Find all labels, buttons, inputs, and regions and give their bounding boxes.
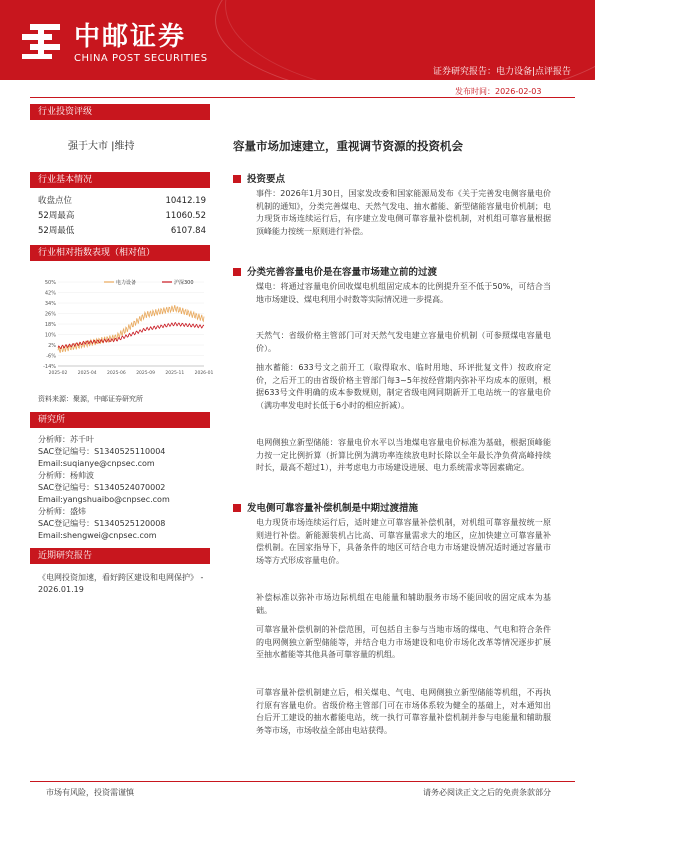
paragraph: 抽水蓄能：633号文之前开工（取得取水、临时用地、环评批复文件）按政府定价，之后开工的由省级价格主管部门每3~5年按经营期内弥补平均成本的原则，根据633号文件明确的成本参数规则，制定省级电网同期新开工电站统一的容量电价（满功率发电时长低于6小时的相应折减）。 [256,363,551,410]
basics-label: 收盘点位 [38,196,73,206]
series-line [58,305,204,353]
basics-row [38,225,206,237]
paragraph: 电力现货市场连续运行后，适时建立可靠容量补偿机制，对机组可靠容量按统一原则进行补偿。新能源装机占比高、可靠容量需求大的地区，应加快建立可靠容量补偿机制。在国家指导下，具备条件的地区可结合电力市场建设情况适时通过容量市场等方式形成容量电价。 [256,518,551,565]
x-tick-label: 2025-11 [165,371,185,376]
report-header [0,0,595,80]
basics-label: 52周最低 [38,226,75,236]
basics-value: 6107.84 [170,226,206,236]
paragraph: 事件：2026年1月30日，国家发改委和国家能源局发布《关于完善发电侧容量电价机制的通知》，分类完善煤电、天然气发电、抽水蓄能、新型储能容量电价机制；电力现货市场连续运行后，有序建立发电侧可靠容量补偿机制，对机组可靠容量根据顶峰能力按统一原则进行补偿。 [256,189,551,236]
basics-label: 52周最高 [38,211,75,221]
paragraph: 可靠容量补偿机制建立后，相关煤电、气电、电网侧独立新型储能等机组，不再执行原有容量电价。省级价格主管部门可在市场体系较为健全的基础上，对本通知出台后开工建设的抽水蓄能电站，统一执行可靠容量补偿机制并参与电能量和辅助服务等市场，市场收益全部由电站获得。 [256,688,551,735]
section-recent-reports: 近期研究报告 [30,548,210,564]
y-tick-label: -6% [46,353,56,360]
bullet-icon [233,504,241,512]
paragraph: 天然气：省级价格主管部门可对天然气发电建立容量电价机制（可参照煤电容量电价）。 [256,331,551,353]
report-title: 容量市场加速建立，重视调节资源的投资机会 [233,139,463,153]
bullet-icon [233,268,241,276]
basics-value: 10412.19 [165,196,206,206]
divider [30,97,575,98]
analyst-line: 分析师：苏千叶 [38,435,94,444]
analyst-line: SAC登记编号：S1340525110004 [38,447,166,456]
x-tick-label: 2026-01 [194,371,214,376]
recent-report-link[interactable]: 《电网投资加速，看好跨区建设和电网保护》 - 2026.01.19 [38,573,204,594]
basics-row [38,210,206,222]
section-heading: 投资要点 [233,173,285,187]
y-tick-label: 26% [44,311,56,318]
paragraph: 补偿标准以弥补市场边际机组在电能量和辅助服务市场不能回收的固定成本为基础。 [256,593,551,615]
analyst-line: 分析师：盛炜 [38,507,86,516]
analyst-line: Email:suqianye@cnpsec.com [38,459,155,468]
legend-label: 电力设备 [116,280,137,286]
legend-label: 沪深300 [174,280,194,286]
analyst-line: 分析师：杨帅波 [38,471,94,480]
y-tick-label: 10% [44,332,56,339]
paragraph: 煤电：将通过容量电价回收煤电机组固定成本的比例提升至不低于50%，可结合当地市场建设、煤电利用小时数等实际情况进一步提高。 [256,282,551,304]
y-tick-label: 34% [44,301,56,307]
report-type: 证券研究报告：电力设备|点评报告 [432,67,571,77]
x-tick-label: 2025-04 [77,371,97,376]
section-heading: 分类完善容量电价是在容量市场建立前的过渡 [233,266,437,280]
china-post-logo-icon [18,22,64,60]
y-tick-label: 18% [44,322,56,328]
section-heading: 发电侧可靠容量补偿机制是中期过渡措施 [233,502,418,516]
brand-name: 中邮证券 [74,22,187,52]
section-performance: 行业相对指数表现（相对值） [30,245,210,261]
paragraph: 可靠容量补偿机制的补偿范围，可包括自主参与当地市场的煤电、气电和符合条件的电网侧独立新型储能等，并结合电力市场建设和电价市场化改革等情况逐步扩展至抽水蓄能等其他具备可靠容量的机组。 [256,625,551,659]
chart-source: 资料来源：聚源，中邮证券研究所 [38,395,143,403]
footer-divider [30,781,575,782]
section-basics: 行业基本情况 [30,172,210,188]
section-rating: 行业投资评级 [30,104,210,120]
analyst-line: SAC登记编号：S1340524070002 [38,483,166,492]
publish-date: 发布时间：2026-02-03 [455,87,542,96]
risk-disclaimer: 市场有风险，投资需谨慎 [46,788,134,797]
y-tick-label: 50% [44,280,56,286]
bullet-icon [233,175,241,183]
y-tick-label: 42% [44,290,56,297]
x-tick-label: 2025-09 [136,371,156,376]
relative-performance-chart [34,274,214,382]
basics-row [38,195,206,207]
paragraph: 电网侧独立新型储能：容量电价水平以当地煤电容量电价标准为基础，根据顶峰能力按一定比例折算（折算比例为满功率连续放电时长除以全年最长净负荷高峰持续时长，最高不超过1），并考虑电力市场建设进展、电力系统需求等因素确定。 [256,438,551,472]
x-tick-label: 2025-06 [106,371,126,376]
analyst-line: Email:yangshuaibo@cnpsec.com [38,495,170,504]
y-tick-label: 2% [48,343,56,349]
basics-value: 11060.52 [165,211,206,221]
x-tick-label: 2025-02 [48,371,68,376]
brand-name-english: CHINA POST SECURITIES [74,53,208,64]
disclaimer-note: 请务必阅读正文之后的免责条款部分 [423,788,551,797]
analyst-line: SAC登记编号：S1340525120008 [38,519,166,528]
section-research: 研究所 [30,412,210,428]
y-tick-label: -14% [43,364,56,370]
analyst-line: Email:shengwei@cnpsec.com [38,531,157,540]
industry-rating: 强于大市 |维持 [68,141,135,152]
